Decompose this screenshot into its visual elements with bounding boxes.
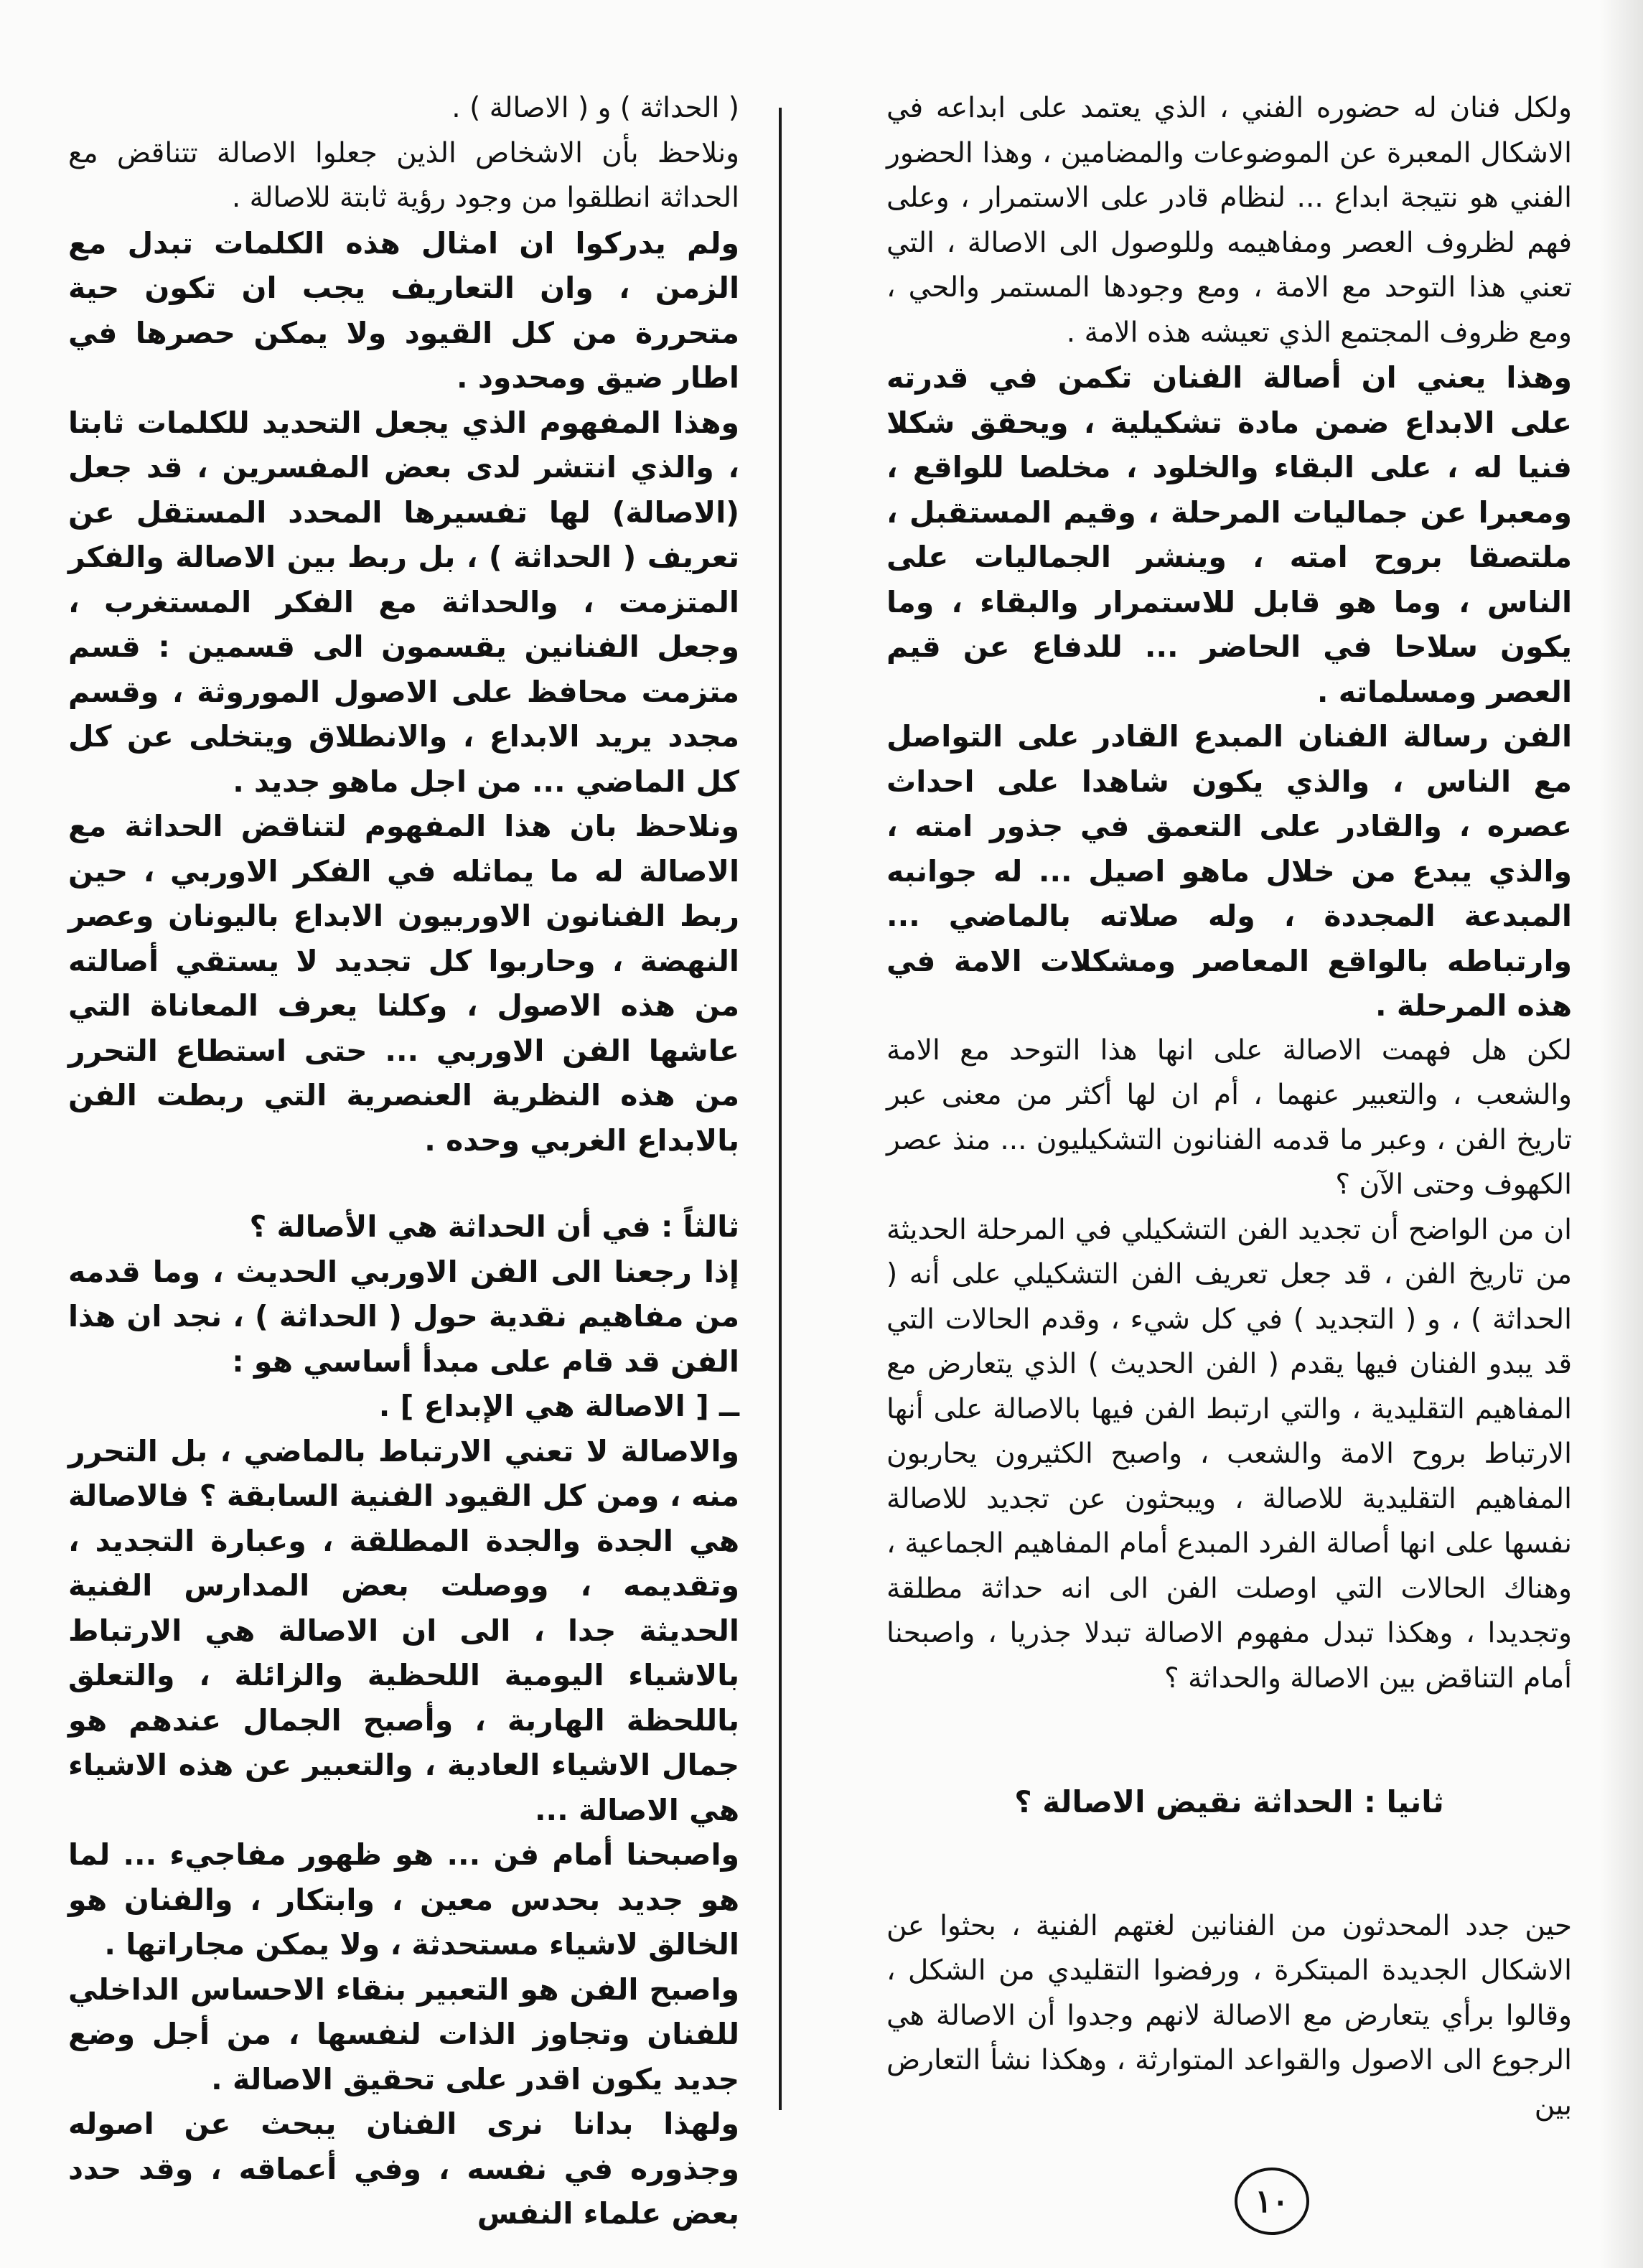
paragraph: ولهذا بدانا نرى الفنان يبحث عن اصوله وجذوره في نفسه ، وفي أعماقه ، وقد حدد بعض علماء النفس [68, 2107, 739, 2231]
paragraph: ولكل فنان له حضوره الفني ، الذي يعتمد على ابداعه في الاشكال المعبرة عن الموضوعات والمضامين ، وهذا الحضور الفني هو نتيجة ابداع ... لنظام قادر على الاستمرار ، وعلى فهم لظروف العصر ومفاهيمه وللوصول الى الاصالة ، التي تعني هذا التوحد مع الامة ، ومع وجودها المستمر والحي ، ومع ظروف المجتمع الذي تعيشه هذه الامة . [886, 92, 1572, 349]
paragraph: والاصالة لا تعني الارتباط بالماضي ، بل التحرر منه ، ومن كل القيود الفنية السابقة ؟ فالاصالة هي الجدة والجدة المطلقة ، وعبارة التجديد ، وتقديمه ، ووصلت بعض المدارس الفنية الحديثة جدا ، الى ان الاصالة هي الارتباط بالاشياء اليومية اللحظية والزائلة ، والتعلق باللحظة الهاربة ، وأصبح الجمال عندهم هو جمال الاشياء العادية ، والتعبير عن هذه الاشياء هي الاصالة ... [68, 1433, 739, 1827]
paragraph: ونلاحظ بان هذا المفهوم لتناقض الحداثة مع الاصالة له ما يماثله في الفكر الاوربي ، حين ربط الفنانون الاوربيون الابداع باليونان وعصر النهضة ، وحاربوا كل تجديد لا يستقي أصالته من هذه الاصول ، وكلنا يعرف المعاناة التي عاشها الفن الاوربي ... حتى استطاع التحرر من هذه النظرية العنصرية التي ربطت الفن بالابداع الغربي وحده . [68, 809, 739, 1158]
left-text-column [68, 86, 739, 2231]
paragraph: واصبحنا أمام فن ... هو ظهور مفاجيء ... لما هو جديد بحدس معين ، وابتكار ، والفنان هو الخالق لاشياء مستحدثة ، ولا يمكن مجاراتها . [68, 1837, 739, 1962]
spacer [886, 1701, 1572, 1780]
paragraph: إذا رجعنا الى الفن الاوربي الحديث ، وما قدمه من مفاهيم نقدية حول ( الحداثة ) ، نجد ان هذا الفن قد قام على مبدأ أساسي هو : [68, 1254, 739, 1379]
right-text-column [886, 86, 1572, 2153]
spacer [886, 1825, 1572, 1904]
paragraph: حين جدد المحدثون من الفنانين لغتهم الفنية ، بحثوا عن الاشكال الجديدة المبتكرة ، ورفضوا التقليدي من الشكل ، وقالوا برأي يتعارض مع الاصالة لانهم وجدوا أن الاصالة هي الرجوع الى الاصول والقواعد المتوارثة ، وهكذا نشأ التعارض بين [886, 1909, 1572, 2122]
section-heading: ثانيا : الحداثة نقيض الاصالة ؟ [1014, 1784, 1444, 1819]
paragraph: ( الحداثة ) و ( الاصالة ) . [451, 92, 739, 124]
paragraph: الفن رسالة الفنان المبدع القادر على التواصل مع الناس ، والذي يكون شاهدا على احداث عصره ، والقادر على التعمق في جذور امته ، والذي يبدع من خلال ماهو اصيل ... له جوانبه المبدعة المجددة ، وله صلاته بالماضي ... وارتباطه بالواقع المعاصر ومشكلات الامة في هذه المرحلة . [886, 719, 1572, 1023]
paragraph: ثالثاً : في أن الحداثة هي الأصالة ؟ [249, 1209, 739, 1244]
spacer [68, 1163, 739, 1204]
paragraph: واصبح الفن هو التعبير بنقاء الاحساس الداخلي للفنان وتجاوز الذات لنفسها ، من أجل وضع جديد يكون اقدر على تحقيق الاصالة . [68, 1972, 739, 2096]
paragraph: ــ [ الاصالة هي الإبداع ] . [378, 1389, 739, 1423]
paragraph: ان من الواضح أن تجديد الفن التشكيلي في المرحلة الحديثة من تاريخ الفن ، قد جعل تعريف الفن التشكيلي على أنه ( الحداثة ) ، و ( التجديد ) في كل شيء ، وقدم الحالات التي قد يبدو الفنان فيها يقدم ( الفن الحديث ) الذي يتعارض مع المفاهيم التقليدية ، والتي ارتبط الفن فيها بالاصالة على أنها الارتباط بروح الامة والشعب ، واصبح الكثيرون يحاربون المفاهيم التقليدية للاصالة ، ويبحثون عن تجديد للاصالة نفسها على انها أصالة الفرد المبدع أمام المفاهيم الجماعية ، وهناك الحالات التي اوصلت الفن الى انه حداثة مطلقة وتجديدا ، وهكذا تبدل مفهوم الاصالة تبدلا جذريا ، واصبحنا أمام التناقض بين الاصالة والحداثة ؟ [886, 1213, 1572, 1695]
paragraph: وهذا المفهوم الذي يجعل التحديد للكلمات ثابتا ، والذي انتشر لدى بعض المفسرين ، قد جعل (الاصالة) لها تفسيرها المحدد المستقل عن تعريف ( الحداثة ) ، بل ربط بين الاصالة والفكر المتزمت ، والحداثة مع الفكر المستغرب ، وجعل الفنانين يقسمون الى قسمين : قسم متزمت محافظ على الاصول الموروثة ، وقسم مجدد يريد الابداع ، والانطلاق ويتخلى عن كل كل الماضي ... من اجل ماهو جديد . [68, 405, 739, 799]
paragraph: ونلاحظ بأن الاشخاص الذين جعلوا الاصالة تتناقض مع الحداثة انطلقوا من وجود رؤية ثابتة للاصالة . [68, 136, 739, 214]
paragraph: لكن هل فهمت الاصالة على انها هذا التوحد مع الامة والشعب ، والتعبير عنهما ، أم ان لها أكثر من معنى عبر تاريخ الفن ، وعبر ما قدمه الفنانون التشكيليون ... منذ عصر الكهوف وحتى الآن ؟ [886, 1034, 1572, 1201]
column-divider [779, 108, 782, 2110]
scan-shadow [1600, 0, 1643, 2268]
paragraph: وهذا يعني ان أصالة الفنان تكمن في قدرته على الابداع ضمن مادة تشكيلية ، ويحقق شكلا فنيا له ، على البقاء والخلود ، مخلصا للواقع ، ومعبرا عن جماليات المرحلة ، وقيم المستقبل ، ملتصقا بروح امته ، وينشر الجماليات على الناس ، وما هو قابل للاستمرار والبقاء ، وما يكون سلاحا في الحاضر ... للدفاع عن قيم العصر ومسلماته . [886, 360, 1572, 709]
paragraph: ولم يدركوا ان امثال هذه الكلمات تبدل مع الزمن ، وان التعاريف يجب ان تكون حية متحررة من كل القيود ولا يمكن حصرها في اطار ضيق ومحدود . [68, 225, 739, 395]
page-number: ١٠ [1235, 2168, 1309, 2235]
